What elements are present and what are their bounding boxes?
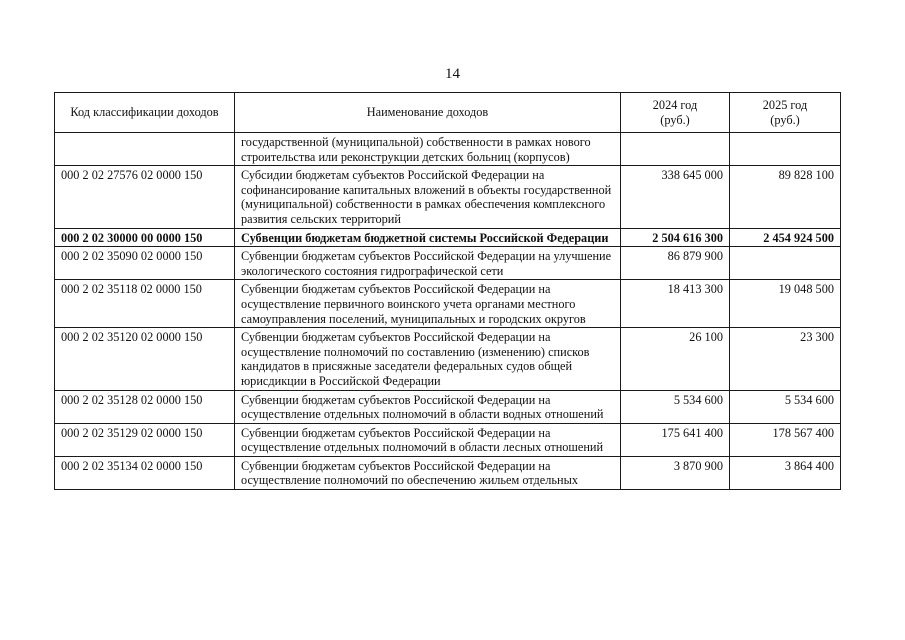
row-name: Субвенции бюджетам субъектов Российской Федерации на осуществление первичного воинского учета органами местного самоуправления поселений, муниципальных и городских округов: [235, 280, 621, 328]
row-amount-2024: [621, 133, 730, 166]
row-code: 000 2 02 27576 02 0000 150: [55, 166, 235, 228]
row-name: Субвенции бюджетам субъектов Российской Федерации на осуществление полномочий по обеспечению жильем отдельных: [235, 456, 621, 489]
table-row: [55, 166, 841, 228]
header-name: Наименование доходов: [235, 93, 621, 133]
header-code: Код классификации доходов: [55, 93, 235, 133]
row-name: Субвенции бюджетам субъектов Российской Федерации на осуществление отдельных полномочий в области водных отношений: [235, 390, 621, 423]
row-amount-2025: 23 300: [730, 328, 841, 390]
row-code: 000 2 02 35120 02 0000 150: [55, 328, 235, 390]
header-2025-year: 2025 год: [762, 97, 808, 112]
table-row: [55, 390, 841, 423]
header-2025-unit: (руб.): [770, 112, 800, 127]
table-row-total: [55, 228, 841, 247]
row-code: [55, 133, 235, 166]
table-row: [55, 133, 841, 166]
row-name: Субвенции бюджетам субъектов Российской Федерации на улучшение экологического состояния гидрографической сети: [235, 247, 621, 280]
page-number: 14: [445, 66, 460, 82]
row-name: Субвенции бюджетам субъектов Российской Федерации на осуществление полномочий по составлению (изменению) списков кандидатов в присяжные заседатели федеральных судов общей юрисдикции в Российской Федерации: [235, 328, 621, 390]
row-code: 000 2 02 35134 02 0000 150: [55, 456, 235, 489]
row-amount-2024: 3 870 900: [621, 456, 730, 489]
row-amount-2024: 2 504 616 300: [621, 228, 730, 247]
row-amount-2025: 89 828 100: [730, 166, 841, 228]
table-row: [55, 247, 841, 280]
row-amount-2025: 2 454 924 500: [730, 228, 841, 247]
row-amount-2025: 3 864 400: [730, 456, 841, 489]
row-amount-2024: 338 645 000: [621, 166, 730, 228]
row-amount-2025: [730, 247, 841, 280]
row-amount-2025: 178 567 400: [730, 423, 841, 456]
row-amount-2024: 5 534 600: [621, 390, 730, 423]
header-2024-year: 2024 год: [652, 97, 698, 112]
table-row: [55, 423, 841, 456]
row-amount-2024: 18 413 300: [621, 280, 730, 328]
row-name: Субвенции бюджетам субъектов Российской Федерации на осуществление отдельных полномочий в области лесных отношений: [235, 423, 621, 456]
row-amount-2024: 86 879 900: [621, 247, 730, 280]
table-row: [55, 328, 841, 390]
row-name: Субсидии бюджетам субъектов Российской Федерации на софинансирование капитальных вложений в объекты государственной (муниципальной) собственности в рамках обеспечения комплексного развития сельских территорий: [235, 166, 621, 228]
table-row: [55, 280, 841, 328]
revenue-table: [54, 92, 841, 490]
row-code: 000 2 02 35090 02 0000 150: [55, 247, 235, 280]
row-amount-2025: 5 534 600: [730, 390, 841, 423]
row-name: государственной (муниципальной) собственности в рамках нового строительства или реконструкции детских больниц (корпусов): [235, 133, 621, 166]
row-name: Субвенции бюджетам бюджетной системы Российской Федерации: [235, 228, 621, 247]
header-2024: [621, 93, 730, 133]
row-amount-2025: [730, 133, 841, 166]
table-header-row: [55, 93, 841, 133]
table-row: [55, 456, 841, 489]
row-code: 000 2 02 35128 02 0000 150: [55, 390, 235, 423]
row-code: 000 2 02 35129 02 0000 150: [55, 423, 235, 456]
header-2025: [730, 93, 841, 133]
row-amount-2024: 26 100: [621, 328, 730, 390]
row-code: 000 2 02 35118 02 0000 150: [55, 280, 235, 328]
header-2024-unit: (руб.): [660, 112, 690, 127]
row-amount-2024: 175 641 400: [621, 423, 730, 456]
row-code: 000 2 02 30000 00 0000 150: [55, 228, 235, 247]
row-amount-2025: 19 048 500: [730, 280, 841, 328]
